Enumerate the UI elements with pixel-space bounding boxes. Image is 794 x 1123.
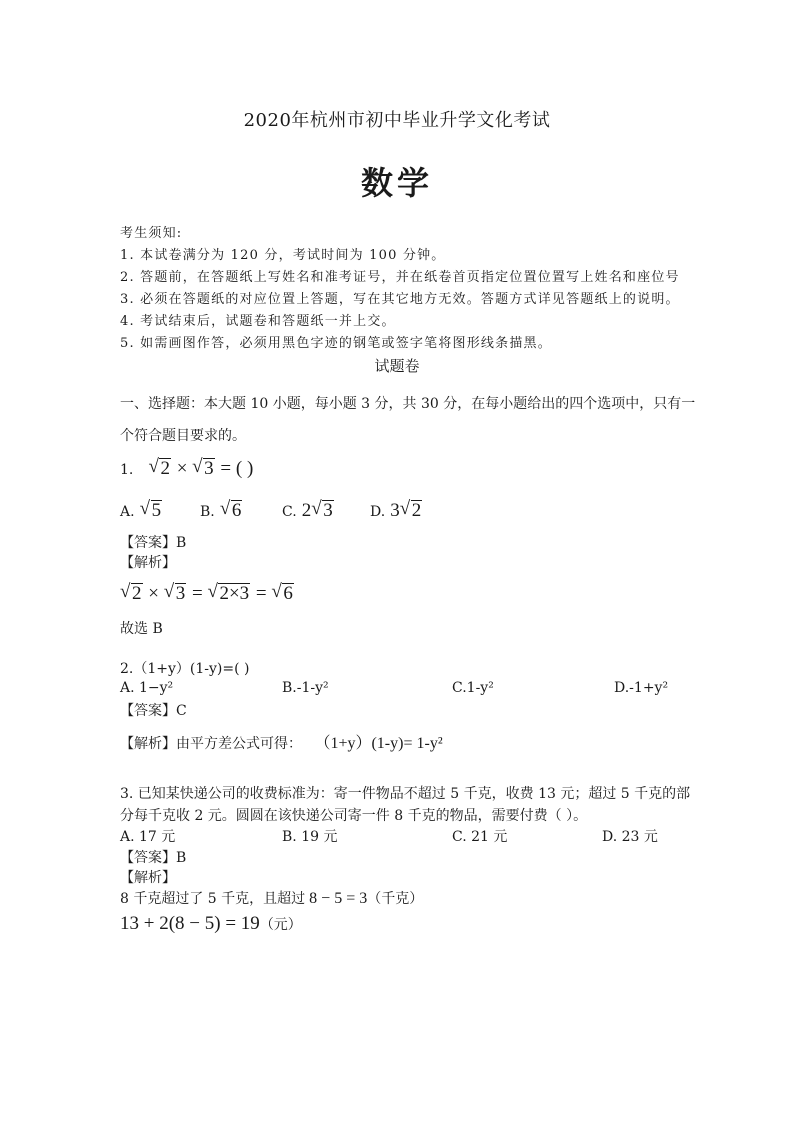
exam-title: 2020年杭州市初中毕业升学文化考试 — [243, 110, 551, 131]
question-3-stem-cont: 分每千克收 2 元。圆圆在该快递公司寄一件 8 千克的物品，需要付费（ ）。 — [120, 808, 588, 824]
notice-item: 2. 答题前，在答题纸上写姓名和准考证号，并在纸卷首页指定位置位置写上姓名和座位号 — [120, 270, 680, 285]
analysis-text: 由平方差公式可得： — [176, 736, 302, 752]
analysis-step: 8 千克超过了 5 千克，且超过 8 − 5 = 3（千克） — [120, 890, 424, 907]
option-b[interactable]: B. 19 元 — [282, 829, 338, 845]
subject-title: 数学 — [360, 164, 433, 202]
option-b[interactable]: B. √ 6 — [200, 500, 243, 522]
option-d[interactable]: D. 23 元 — [602, 829, 658, 845]
analysis-label: 【解析】 — [120, 870, 176, 886]
notice-item: 3. 必须在答题纸的对应位置上答题，写在其它地方无效。答题方式详见答题纸上的说明。 — [120, 292, 680, 307]
section-intro-cont: 个符合题目要求的。 — [120, 428, 246, 444]
section-intro: 一、选择题：本大题 10 小题，每小题 3 分，共 30 分，在每小题给出的四个选项中，只有一 — [120, 396, 696, 412]
analysis-formula: 13 + 2(8 − 5) = 19 — [120, 913, 260, 934]
answer-label: 【答案】B — [120, 535, 187, 551]
option-a[interactable]: A. 17 元 — [120, 829, 176, 845]
option-a[interactable]: A. 1−y² — [120, 680, 174, 696]
notice-item: 1. 本试卷满分为 120 分，考试时间为 100 分钟。 — [120, 248, 446, 263]
option-c[interactable]: C. 21 元 — [452, 829, 508, 845]
notice-heading: 考生须知: — [120, 226, 183, 241]
question-2-stem: 2.（1+y）(1-y)=( ) — [120, 661, 250, 677]
question-3-stem: 3. 已知某快递公司的收费标准为：寄一件物品不超过 5 千克，收费 13 元；超过 5 千克的部 — [120, 786, 691, 802]
question-1 — [120, 458, 253, 480]
analysis-formula: √ 2 × √ 3 = √ 2×3 = √ 6 — [120, 583, 295, 605]
option-d[interactable]: D. 3√ 2 — [370, 500, 423, 522]
analysis-formula: （1+y）(1-y)= 1-y² — [314, 735, 443, 752]
question-number: 1. — [120, 462, 134, 478]
notice-item: 5. 如需画图作答，必须用黑色字迹的钢笔或签字笔将图形线条描黑。 — [120, 336, 552, 351]
analysis-label: 【解析】 — [120, 555, 176, 571]
question-1-expression: √ 2 × √ 3 = ( ) — [148, 458, 253, 479]
conclusion: 故选 B — [120, 621, 163, 637]
answer-label: 【答案】C — [120, 703, 187, 719]
option-d[interactable]: D.-1+y² — [614, 680, 669, 696]
analysis-formula: 8 − 5 = 3 — [309, 890, 368, 907]
analysis-row — [120, 730, 443, 753]
option-b[interactable]: B.-1-y² — [282, 680, 329, 696]
section-label: 试题卷 — [374, 357, 420, 375]
option-a[interactable]: A. √ 5 — [120, 500, 163, 522]
analysis-label: 【解析】 — [120, 736, 176, 752]
analysis-result: 13 + 2(8 − 5) = 19（元） — [120, 913, 302, 934]
option-c[interactable]: C. 2√ 3 — [282, 500, 335, 522]
answer-label: 【答案】B — [120, 850, 187, 866]
option-c[interactable]: C.1-y² — [452, 680, 494, 696]
notice-item: 4. 考试结束后，试题卷和答题纸一并上交。 — [120, 314, 396, 329]
